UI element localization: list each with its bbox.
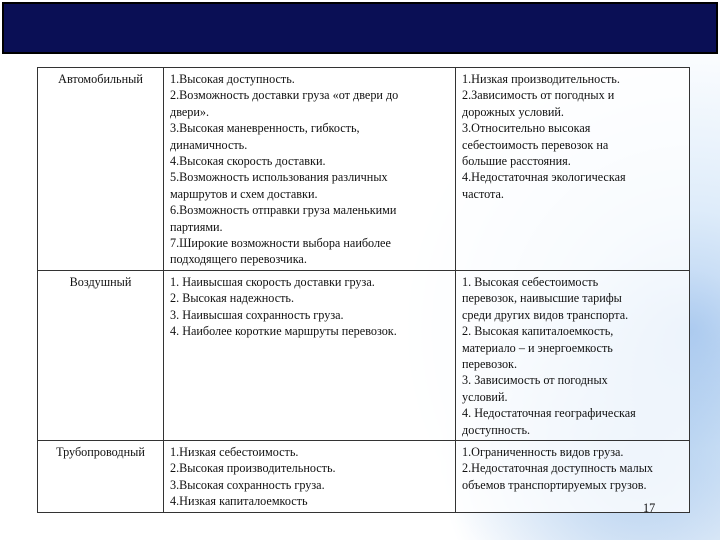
disadvantage-line: 1.Ограниченность видов груза. — [462, 444, 624, 459]
advantages-cell — [164, 68, 456, 271]
advantage-line: 2.Высокая производительность. — [170, 461, 336, 476]
advantage-line: 5.Возможность использования различных — [170, 170, 388, 185]
disadvantage-line: условий. — [462, 389, 508, 404]
table-row — [38, 440, 690, 512]
slide-header-bar — [2, 2, 718, 54]
disadvantage-line: 1. Высокая себестоимость — [462, 274, 599, 289]
advantage-line: 4.Низкая капиталоемкость — [170, 494, 308, 509]
disadvantage-line: 4.Недостаточная экологическая — [462, 170, 626, 185]
transport-mode-cell: Автомобильный — [38, 68, 164, 271]
disadvantage-line: 2. Высокая капиталоемкость, — [462, 324, 614, 339]
disadvantage-line: среди других видов транспорта. — [462, 307, 629, 322]
advantage-line: 1.Низкая себестоимость. — [170, 444, 299, 459]
advantage-line: двери». — [170, 104, 210, 119]
disadvantages-cell — [456, 68, 690, 271]
advantage-line: партиями. — [170, 219, 223, 234]
advantage-line: 4. Наиболее короткие маршруты перевозок. — [170, 324, 397, 339]
disadvantage-line: 2.Зависимость от погодных и — [462, 88, 615, 103]
disadvantages-cell — [456, 270, 690, 440]
advantage-line: 3.Высокая маневренность, гибкость, — [170, 121, 360, 136]
disadvantage-line: 2.Недостаточная доступность малых — [462, 461, 653, 476]
transport-mode-cell: Трубопроводный — [38, 440, 164, 512]
disadvantage-line: частота. — [462, 186, 504, 201]
advantage-line: 1.Высокая доступность. — [170, 72, 295, 86]
disadvantage-line: 3.Относительно высокая — [462, 121, 591, 136]
disadvantage-line: 3. Зависимость от погодных — [462, 373, 608, 388]
disadvantage-line: большие расстояния. — [462, 154, 571, 169]
disadvantage-line: перевозок. — [462, 356, 518, 371]
advantage-line: 7.Широкие возможности выбора наиболее — [170, 236, 391, 251]
table-row — [38, 68, 690, 271]
advantage-line: подходящего перевозчика. — [170, 252, 307, 267]
page-number: 17 — [643, 501, 656, 515]
advantage-line: 2.Возможность доставки груза «от двери до — [170, 88, 399, 103]
transport-mode-cell: Воздушный — [38, 270, 164, 440]
disadvantage-line: перевозок, наивысшие тарифы — [462, 291, 622, 306]
advantage-line: 3. Наивысшая сохранность груза. — [170, 307, 344, 322]
disadvantage-line: себестоимость перевозок на — [462, 137, 609, 152]
table-row — [38, 270, 690, 440]
disadvantage-line: материало – и энергоемкость — [462, 340, 613, 355]
advantage-line: 4.Высокая скорость доставки. — [170, 154, 326, 169]
advantages-cell — [164, 440, 456, 512]
advantage-line: маршрутов и схем доставки. — [170, 186, 318, 201]
advantage-line: 2. Высокая надежность. — [170, 291, 295, 306]
advantages-cell — [164, 270, 456, 440]
disadvantage-line: дорожных условий. — [462, 104, 564, 119]
transport-comparison-table — [37, 67, 690, 513]
disadvantage-line: объемов транспортируемых грузов. — [462, 477, 647, 492]
advantage-line: 3.Высокая сохранность груза. — [170, 477, 325, 492]
disadvantage-line: доступность. — [462, 422, 531, 437]
advantage-line: 1. Наивысшая скорость доставки груза. — [170, 274, 375, 289]
disadvantage-line: 4. Недостаточная географическая — [462, 406, 636, 421]
disadvantage-line: 1.Низкая производительность. — [462, 72, 620, 86]
advantage-line: динамичность. — [170, 137, 248, 152]
advantage-line: 6.Возможность отправки груза маленькими — [170, 203, 397, 218]
